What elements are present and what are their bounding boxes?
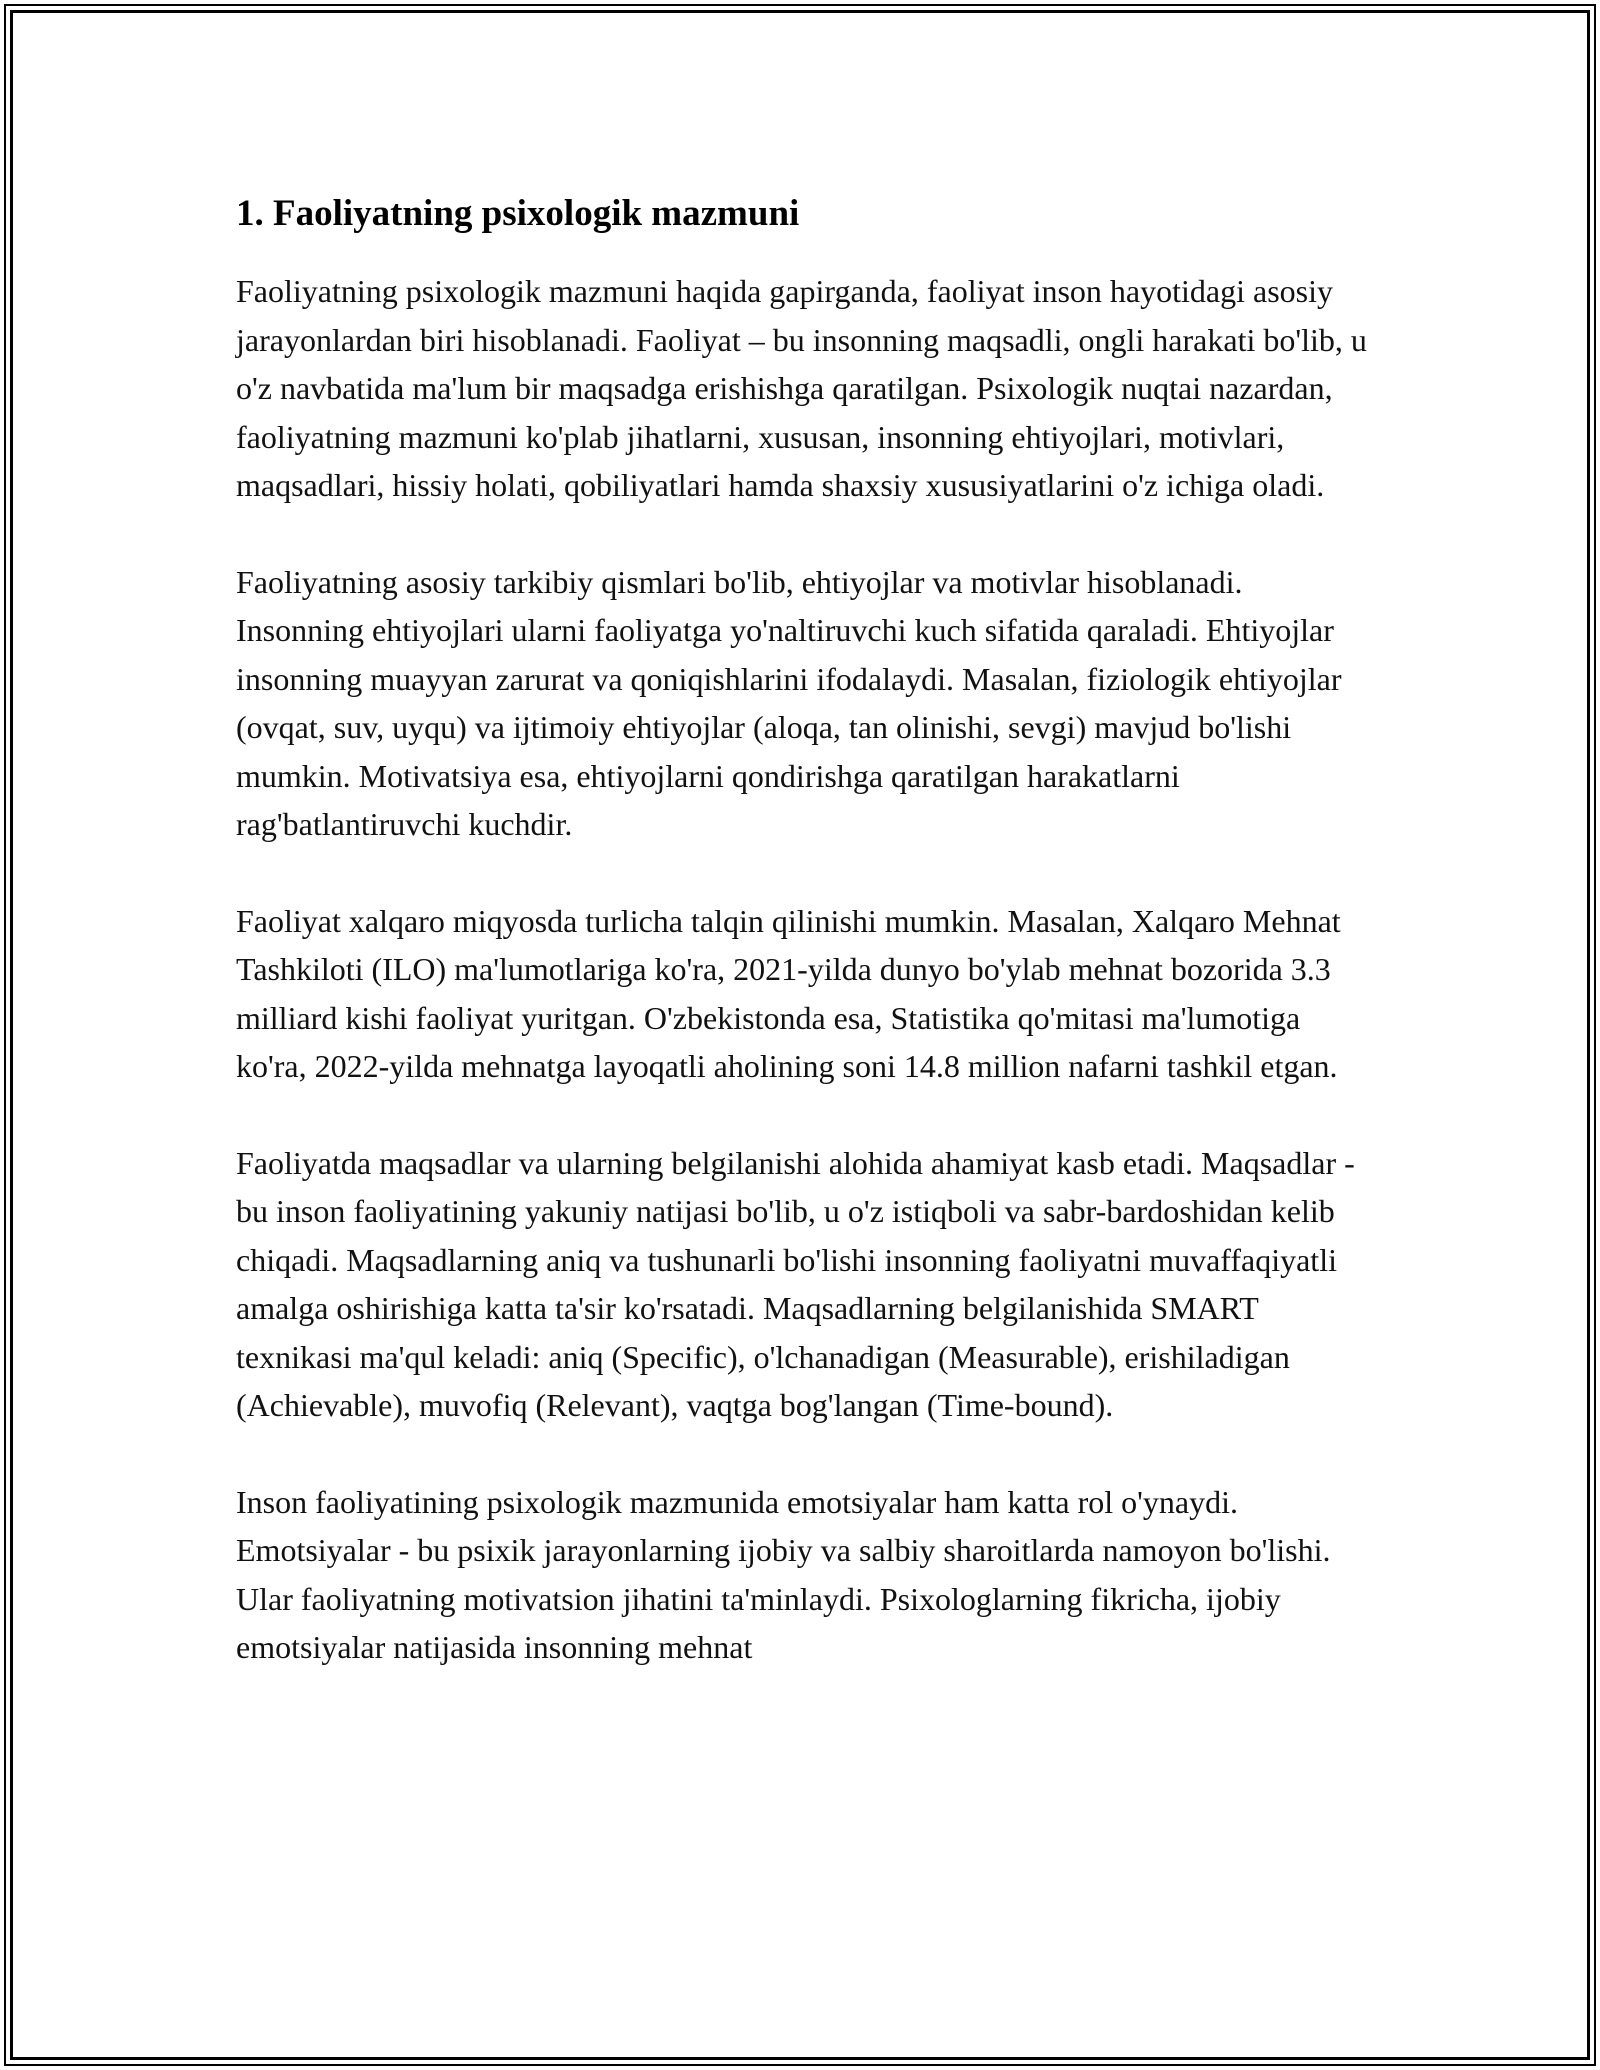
section-heading: 1. Faoliyatning psixologik mazmuni [236,193,800,234]
paragraph-2: Faoliyatning asosiy tarkibiy qismlari bo'lib, ehtiyojlar va motivlar hisoblanadi. Insonning ehtiyojlari ularni faoliyatga yo'naltiruvchi kuch sifatida qaraladi. Ehtiyojlar insonning muayyan zarurat va qoniqishlarini ifodalaydi. Masalan, fiziologik ehtiyojlar (ovqat, suv, uyqu) va ijtimoiy ehtiyojlar (aloqa, tan olinishi, sevgi) mavjud bo'lishi mumkin. Motivatsiya esa, ehtiyojlarni qondirishga qaratilgan harakatlarni rag'batlantiruvchi kuchdir. [236,563,1342,842]
paragraph-4: Faoliyatda maqsadlar va ularning belgilanishi alohida ahamiyat kasb etadi. Maqsadlar - bu inson faoliyatining yakuniy natijasi bo'lib, u o'z istiqboli va sabr-bardoshidan kelib chiqadi. Maqsadlarning aniq va tushunarli bo'lishi insonning faoliyatni muvaffaqiyatli amalga oshirishiga katta ta'sir ko'rsatadi. Maqsadlarning belgilanishida SMART texnikasi ma'qul keladi: aniq (Specific), o'lchanadigan (Measurable), erishiladigan (Achievable), muvofiq (Relevant), vaqtga bog'langan (Time-bound). [236,1144,1355,1423]
paragraph-1: Faoliyatning psixologik mazmuni haqida gapirganda, faoliyat inson hayotidagi asosiy jarayonlardan biri hisoblanadi. Faoliyat – bu insonning maqsadli, ongli harakati bo'lib, u o'z navbatida ma'lum bir maqsadga erishishga qaratilgan. Psixologik nuqtai nazardan, faoliyatning mazmuni ko'plab jihatlarni, xususan, insonning ehtiyojlari, motivlari, maqsadlari, hissiy holati, qobiliyatlari hamda shaxsiy xususiyatlarini o'z ichiga oladi. [236,273,1367,503]
paragraph-3: Faoliyat xalqaro miqyosda turlicha talqin qilinishi mumkin. Masalan, Xalqaro Mehnat Tashkiloti (ILO) ma'lumotlariga ko'ra, 2021-yilda dunyo bo'ylab mehnat bozorida 3.3 milliard kishi faoliyat yuritgan. O'zbekistonda esa, Statistika qo'mitasi ma'lumotiga ko'ra, 2022-yilda mehnatga layoqatli aholining soni 14.8 million nafarni tashkil etgan. [236,902,1341,1084]
paragraph-5: Inson faoliyatining psixologik mazmunida emotsiyalar ham katta rol o'ynaydi. Emotsiyalar - bu psixik jarayonlarning ijobiy va salbiy sharoitlarda namoyon bo'lishi. Ular faoliyatning motivatsion jihatini ta'minlaydi. Psixologlarning fikricha, ijobiy emotsiyalar natijasida insonning mehnat [236,1483,1331,1665]
document-body [236,190,1376,1720]
